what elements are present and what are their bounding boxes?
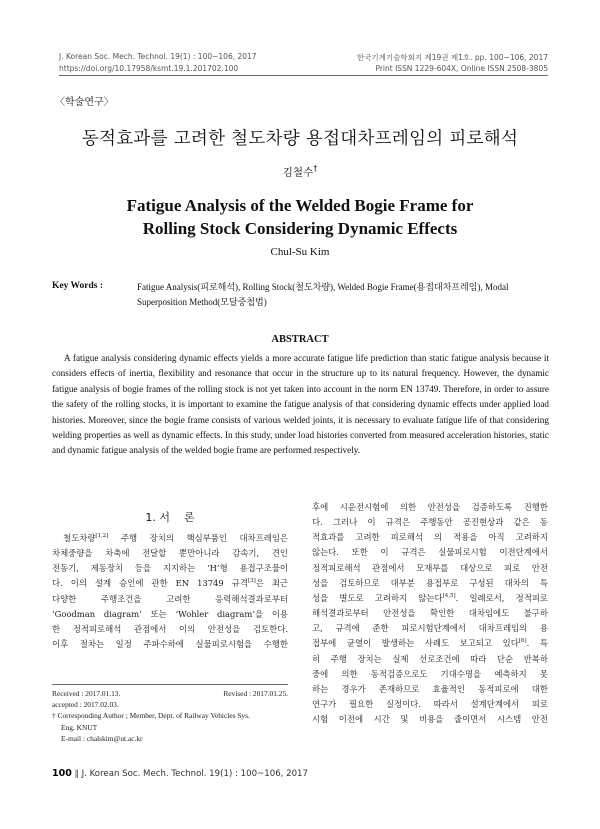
footnote: Received : 2017.01.13. Revised : 2017.01.25. accepted : 2017.02.03. † Corresponding Author ; Member, Dept. of Railway Vehicles Sys. Eng, KNUT E-mail : chalskim@ut.ac.kr <box>52 689 288 743</box>
keywords-list: Fatigue Analysis(피로해석), Rolling Stock(철도차량), Welded Bogie Frame(용접대차프레임), Modal Superposition Method(모달중첩법) <box>137 282 509 307</box>
author-english: Chul-Su Kim <box>270 246 330 258</box>
section-heading: 1. 서 론 <box>145 511 195 524</box>
accepted-date: accepted : 2017.02.03. <box>52 700 119 710</box>
page-number: 100 <box>52 768 72 779</box>
author-email[interactable]: E-mail : chalskim@ut.ac.kr <box>61 733 143 743</box>
title-english: Fatigue Analysis of the Welded Bogie Frame for Rolling Stock Considering Dynamic Effects <box>126 196 474 238</box>
abstract-body: A fatigue analysis considering dynamic effects yields a more accurate fatigue life prediction than static fatigue analysis because it considers effects of inertia, flexibility and resonance that occur in the structure up to its natural frequency. However, the dynamic fatigue analysis of bogie frames of the rolling stock is not yet taken into account in the norm EN 13749. Therefore, in order to assure the safety of the rolling stocks, it is important to examine the fatigue analysis of that considering dynamic effects under applied load histories. Moreover, since the bogie frame consists of various welded joints, it is necessary to evaluate fatigue life of that considering welding properties as well as dynamic effects. In this study, under load histories converted from measured acceleration histories, static and dynamic fatigue analysis of the welded bogie frame are performed respectively. <box>52 353 549 456</box>
author-korean: 김철수† <box>282 164 318 179</box>
article-category: 〈학술연구〉 <box>55 97 114 108</box>
received-date: Received : 2017.01.13. <box>52 689 121 698</box>
abstract-heading: ABSTRACT <box>271 334 329 345</box>
footnote-rule <box>52 684 288 685</box>
journal-citation: J. Korean Soc. Mech. Technol. 19(1) : 100~106, 2017 <box>59 52 257 61</box>
revised-date: Revised : 2017.01.25. <box>223 689 288 698</box>
keywords-label: Key Words : <box>52 281 104 291</box>
title-korean: 동적효과를 고려한 철도차량 용접대차프레임의 피로해석 <box>81 129 519 149</box>
body-right-column: 후에 시운전시험에 의한 안전성을 검증하도록 진행한 다. 그러나 이 규격은 주행동안 공진현상과 같은 동 적효과를 고려한 피로해석 의 적용을 아직 고려하지 않는다. 또한 이 규격은 실물피로시험 이전단계에서 정적피로해석 관점에서 모재부를 대상으로 피로 안전 성을 검토하므로 대부분 용접부로 구성된 대차의 특 성을 별도로 고려하지 않는다[4,5]. 일례로서, 정적피로 해석결과로부터 안전성을 확인한 대차임에도 불구하 고, 규격에 준한 피로시험단계에서 대차프레임의 용 접부에 균열이 발생하는 사례도 보고되고 있다[6]. 특 히 주행 장치는 실제 선로조건에 따라 단순 반복하 중에 의한 동적검증으로도 기대수명을 예측하지 못 하는 경우가 존재하므로 효율적인 동적피로에 대한 연구가 필요한 실정이다. 따라서 설계단계에서 피로 시험 이전에 시간 및 비용을 줄이면서 시스템 안전 <box>312 502 548 725</box>
corresponding-mark: † <box>313 164 318 173</box>
corresponding-author: † Corresponding Author ; Member, Dept. of Railway Vehicles Sys. <box>52 711 250 721</box>
header-rule <box>59 75 548 76</box>
journal-citation-ko: 한국기계기술학회지 제19권 제1호. pp. 100~106, 2017 <box>356 53 548 62</box>
body-left-column: 철도차량[1,2] 주행 장치의 핵심부품인 대차프레임은 차체중량을 차축에 전달할 뿐만아니라 감속기, 견인 전동기, 제동장치 등을 지지하는 ‘H’형 용접구조물이 다. 이의 설계 승인에 관한 EN 13749 규격[3]은 최근 다양한 주행조건을 고려한 응력해석결과로부터 ‘Goodman diagram’ 또는 ‘Wohler diagram’을 이용 한 정적피로해석 관점에서 이의 안전성을 검토한다. 이후 절차는 일정 주파수하에 실물피로시험을 수행한 <box>52 533 289 650</box>
doi-link[interactable]: https://doi.org/10.17958/ksmt.19.1.201702.100 <box>59 64 239 73</box>
issn-info: Print ISSN 1229-604X, Online ISSN 2508-3805 <box>375 64 548 73</box>
page-footer: 100 ∥ J. Korean Soc. Mech. Technol. 19(1) : 100~106, 2017 <box>52 768 308 779</box>
